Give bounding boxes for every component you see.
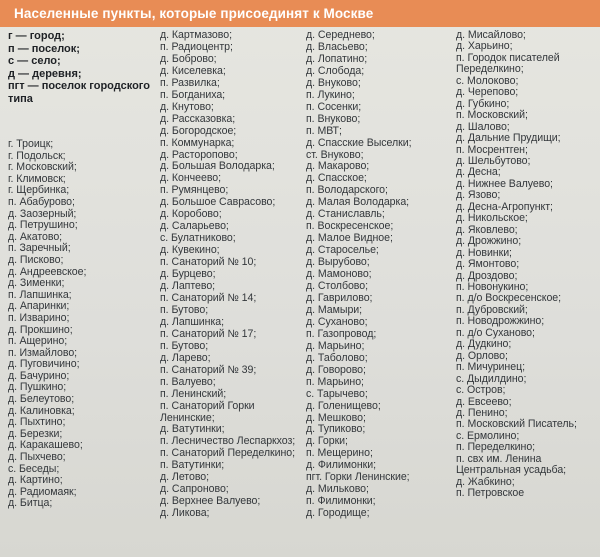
list-item: д. Суханово; — [306, 315, 368, 328]
list-item: д. Калиновка; — [8, 404, 75, 417]
list-item: п. Измайлово; — [8, 346, 78, 359]
list-item: д. Внуково; — [306, 76, 361, 89]
list-item: д. Заозерный; — [8, 207, 77, 220]
list-item: д. Столбово; — [306, 280, 368, 293]
legend-line: д — деревня; — [8, 67, 82, 80]
list-item: п. Ащерино; — [8, 335, 68, 348]
list-item: д. Расторопово; — [160, 148, 238, 161]
list-item: п. Лесничество Леспаркхоз; — [160, 435, 296, 448]
list-item: д. Яковлево; — [456, 223, 518, 236]
list-item: п. Румянцево; — [160, 184, 229, 197]
list-item: д. Сапроново; — [160, 483, 229, 496]
list-item: д. Боброво; — [160, 52, 217, 65]
list-item: п. Газопровод; — [306, 327, 377, 340]
list-item: д. Дудкино; — [456, 338, 512, 351]
list-item: д. Малое Видное; — [306, 232, 393, 245]
list-item: п. Внуково; — [306, 112, 361, 125]
list-item: д. Богородское; — [160, 124, 237, 137]
list-item: д. Ямонтово; — [456, 258, 520, 271]
list-item: д. Акатово; — [8, 230, 63, 243]
list-item: д. Андреевское; — [8, 265, 87, 278]
list-item: п. Городок писателей Переделкино; — [456, 51, 560, 76]
list-item: п. Мичуринец; — [456, 361, 525, 374]
list-item: д. Лапшинка; — [160, 315, 225, 328]
list-item: п. Московский; — [456, 109, 528, 122]
list-item: п. Филимонки; — [306, 495, 376, 508]
list-item: ст. Внуково; — [306, 148, 364, 161]
list-item: д. Березки; — [8, 427, 63, 440]
list-item: д. Пенино; — [456, 406, 508, 419]
list-item: д. Мешково; — [306, 411, 366, 424]
list-item: п. д/о Воскресенское; — [456, 292, 562, 305]
list-item: д. Голенищево; — [306, 399, 381, 412]
list-item: д. Каракашево; — [8, 439, 83, 452]
legend-line: г — город; — [8, 30, 65, 42]
list-item: п. Новодрожжино; — [456, 315, 545, 328]
list-item: д. Язово; — [456, 189, 501, 202]
list-item: п. Дубровский; — [456, 303, 528, 316]
list-item: д. Большое Саврасово; — [160, 196, 276, 209]
list-item: г. Щербинка; — [8, 184, 70, 197]
list-item: д. Верхнее Валуево; — [160, 495, 261, 508]
list-item: с. Ермолино; — [456, 429, 520, 442]
list-item: г. Климовск; — [8, 172, 66, 185]
list-item: д. Спасские Выселки; — [306, 136, 412, 149]
list-item: д. Бачурино; — [8, 369, 70, 382]
list-item: п. Богданиха; — [160, 88, 226, 101]
list-item: д. Евсеево; — [456, 395, 512, 408]
list-item: п. Абабурово; — [8, 195, 75, 208]
list-item: д. Белеутово; — [8, 393, 75, 406]
list-item: п. Переделкино; — [456, 441, 536, 454]
list-item: п. Бутово; — [160, 303, 209, 316]
list-item: п. Санаторий Переделкино; — [160, 447, 296, 460]
list-item: д. Картмазово; — [160, 30, 232, 41]
list-item: д. Мильково; — [306, 483, 369, 496]
legend — [8, 30, 158, 105]
list-item: п. Лапшинка; — [8, 288, 72, 301]
list-item: д. Тупиково; — [306, 423, 366, 436]
list-item: д. Новинки; — [456, 246, 512, 259]
list-item: д. Кувекино; — [160, 244, 220, 257]
settlement-list — [160, 30, 305, 520]
legend-line: пгт — поселок городского — [8, 80, 150, 92]
list-item: г. Московский; — [8, 161, 77, 174]
list-item: д. Городище; — [306, 507, 370, 520]
list-item: п. Новонукино; — [456, 280, 529, 293]
list-item: д. Киселевка; — [160, 64, 226, 77]
list-item: с. Остров; — [456, 384, 506, 397]
list-item: п. Развилка; — [160, 76, 220, 89]
list-item: д. Мисайлово; — [456, 30, 526, 41]
list-item: п. д/о Суханово; — [456, 326, 535, 339]
list-item: с. Дыдилдино; — [456, 372, 527, 385]
list-item: д. Ликова; — [160, 507, 210, 520]
settlement-list — [306, 30, 456, 520]
list-item: д. Нижнее Валуево; — [456, 177, 553, 190]
list-item: д. Рассказовка; — [160, 112, 236, 125]
header-bar — [0, 0, 600, 27]
list-item: д. Ларево; — [160, 351, 211, 364]
page-title: Населенные пункты, которые присоединят к Москве — [14, 6, 374, 21]
list-item: д. Лопатино; — [306, 52, 368, 65]
list-item: д. Макарово; — [306, 160, 370, 173]
list-item: д. Станиславль; — [306, 208, 385, 221]
list-item: д. Власьево; — [306, 40, 368, 53]
list-item: д. Губкино; — [456, 97, 510, 110]
list-item: д. Вырубово; — [306, 256, 370, 269]
list-item: с. Булатниково; — [160, 232, 236, 245]
list-item: д. Шельбутово; — [456, 154, 531, 167]
list-item: п. Валуево; — [160, 375, 216, 388]
settlement-columns — [0, 30, 600, 557]
list-item: д. Черепово; — [456, 86, 519, 99]
list-item: г. Троицк; — [8, 138, 54, 150]
list-item: д. Староселье; — [306, 244, 379, 257]
list-item: д. Спасское; — [306, 172, 367, 185]
list-item: д. Пушкино; — [8, 381, 67, 394]
list-item: д. Шалово; — [456, 120, 510, 133]
list-item: с. Тарычево; — [306, 387, 368, 400]
list-item: д. Дрожжино; — [456, 235, 522, 248]
list-item: д. Кнутово; — [160, 100, 214, 113]
list-item: д. Кончеево; — [160, 172, 222, 185]
list-item: п. МВТ; — [306, 124, 342, 137]
list-item: п. Ленинский; — [160, 387, 227, 400]
list-item: д. Орлово; — [456, 349, 508, 362]
list-item: с. Беседы; — [8, 462, 60, 475]
list-item: д. Ватутинки; — [160, 423, 225, 436]
list-item: п. Санаторий № 17; — [160, 327, 257, 340]
settlement-list — [456, 30, 600, 500]
list-item: д. Десна; — [456, 166, 501, 179]
list-item: п. Бутово; — [160, 339, 209, 352]
list-item: д. Харьино; — [456, 40, 513, 53]
list-item: п. Лукино; — [306, 88, 355, 101]
list-item: д. Коробово; — [160, 208, 222, 221]
list-item: д. Дальние Прудищи; — [456, 132, 561, 145]
legend-line: с — село; — [8, 55, 61, 67]
list-item: д. Бурцево; — [160, 268, 216, 281]
list-item: д. Мамоново; — [306, 268, 372, 281]
column-4 — [456, 30, 600, 557]
list-item: п. Санаторий Горки Ленинские; — [160, 399, 255, 424]
list-item: д. Десна-Агропункт; — [456, 200, 553, 213]
list-item: п. свх им. Ленина Центральная усадьба; — [456, 452, 567, 477]
list-item: п. Сосенки; — [306, 100, 362, 113]
list-item: д. Саларьево; — [160, 220, 229, 233]
list-item: д. Летово; — [160, 471, 210, 484]
list-item: п. Ватутинки; — [160, 459, 225, 472]
list-item: п. Петровское — [456, 487, 525, 500]
list-item: п. Коммунарка; — [160, 136, 235, 149]
list-item: п. Санаторий № 10; — [160, 256, 257, 269]
list-item: д. Малая Володарка; — [306, 196, 410, 209]
list-item: п. Санаторий № 39; — [160, 363, 257, 376]
list-item: п. Радиоцентр; — [160, 40, 233, 53]
list-item: д. Пуговичино; — [8, 358, 80, 371]
list-item: г. Подольск; — [8, 149, 66, 162]
list-item: д. Лаптево; — [160, 280, 216, 293]
column-2 — [160, 30, 305, 557]
list-item: д. Мамыри; — [306, 303, 363, 316]
legend-spacer — [8, 105, 158, 139]
list-item: д. Петрушино; — [8, 219, 78, 232]
list-item: д. Марьино; — [306, 339, 365, 352]
list-item: п. Мещерино; — [306, 447, 373, 460]
list-item: п. Марьино; — [306, 375, 364, 388]
list-item: д. Горки; — [306, 435, 348, 448]
list-item: п. Санаторий № 14; — [160, 291, 257, 304]
list-item: д. Картино; — [8, 474, 63, 487]
list-item: д. Большая Володарка; — [160, 160, 275, 173]
list-item: д. Писково; — [8, 253, 64, 266]
list-item: д. Середнево; — [306, 30, 375, 41]
list-item: п. Заречный; — [8, 242, 71, 255]
list-item: п. Мосрентген; — [456, 143, 528, 156]
list-item: п. Воскресенское; — [306, 220, 394, 233]
list-item: д. Апаринки; — [8, 300, 70, 313]
column-1 — [8, 30, 158, 557]
list-item: д. Гаврилово; — [306, 291, 373, 304]
list-item: д. Пыхчево; — [8, 451, 66, 464]
list-item: д. Битца; — [8, 497, 53, 510]
list-item: д. Слобода; — [306, 64, 365, 77]
list-item: д. Радиомаяк; — [8, 485, 77, 498]
list-item: д. Таболово; — [306, 351, 368, 364]
list-item: пгт. Горки Ленинские; — [306, 471, 410, 484]
list-item: д. Никольское; — [456, 212, 528, 225]
list-item: д. Пыхтино; — [8, 416, 66, 429]
list-item: д. Зименки; — [8, 277, 65, 290]
list-item: с. Молоково; — [456, 74, 519, 87]
legend-line: типа — [8, 92, 33, 105]
settlement-list — [8, 139, 158, 510]
list-item: п. Московский Писатель; — [456, 418, 577, 431]
list-item: д. Прокшино; — [8, 323, 73, 336]
column-3 — [306, 30, 456, 557]
list-item: п. Изварино; — [8, 311, 70, 324]
list-item: п. Володарского; — [306, 184, 388, 197]
list-item: д. Филимонки; — [306, 459, 377, 472]
list-item: д. Дроздово; — [456, 269, 518, 282]
list-item: д. Говорово; — [306, 363, 366, 376]
list-item: д. Жабкино; — [456, 475, 515, 488]
legend-line: п — поселок; — [8, 42, 80, 55]
